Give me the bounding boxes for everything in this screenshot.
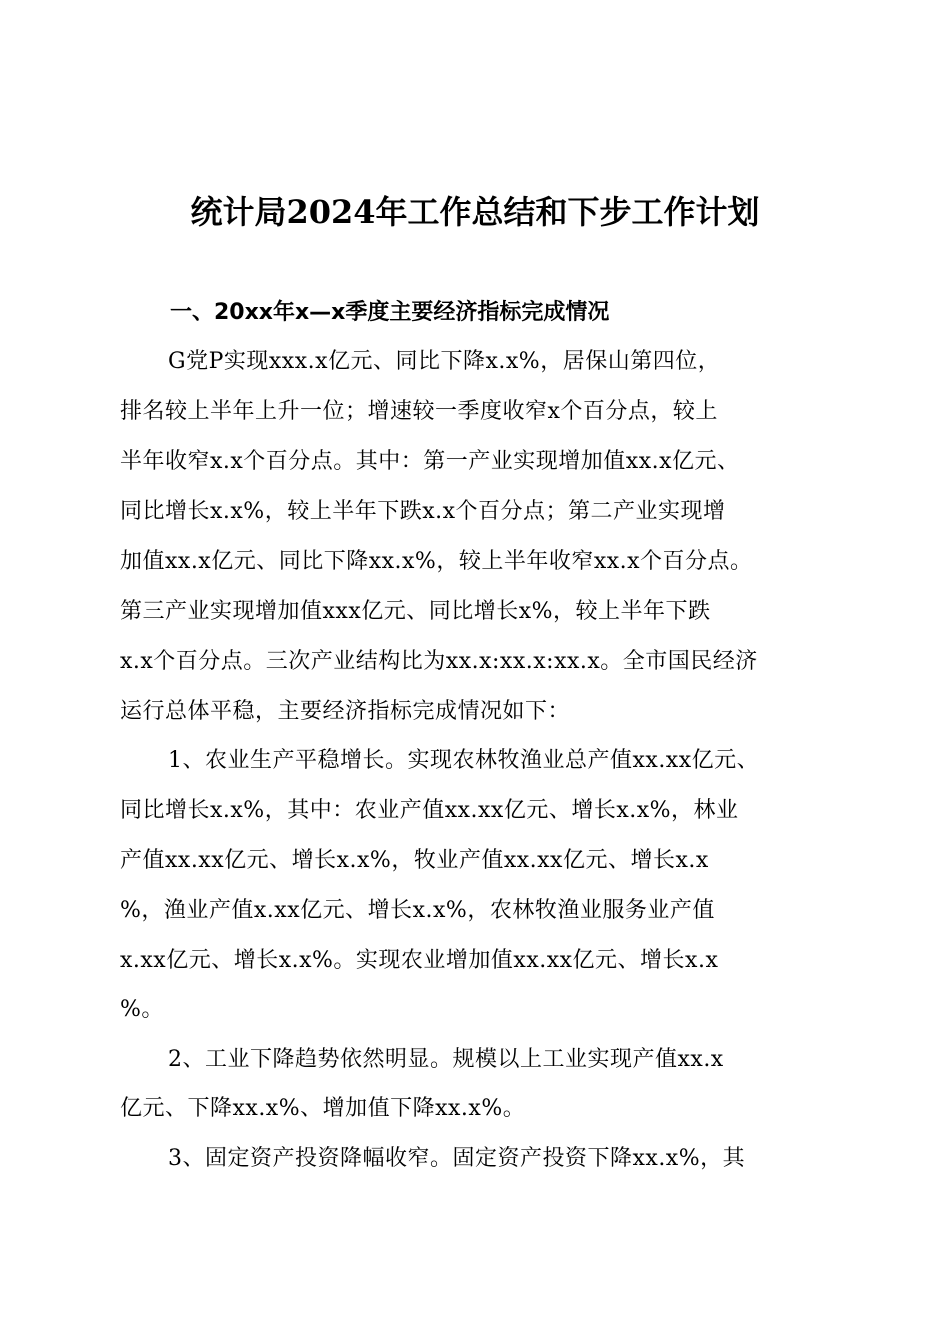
section-heading: 一、20xx年x—x季度主要经济指标完成情况: [170, 300, 610, 325]
paragraph-line: 同比增长x.x%，其中：农业产值xx.xx亿元、增长x.x%，林业: [120, 798, 739, 823]
paragraph-line: 2、工业下降趋势依然明显。规模以上工业实现产值xx.x: [168, 1047, 724, 1072]
paragraph-line: 1、农业生产平稳增长。实现农林牧渔业总产值xx.xx亿元、: [168, 748, 760, 773]
paragraph-line: x.x个百分点。三次产业结构比为xx.x:xx.x:xx.x。全市国民经济: [120, 649, 758, 674]
paragraph-line: 同比增长x.x%，较上半年下跌x.x个百分点；第二产业实现增: [120, 499, 726, 524]
paragraph-line: 3、固定资产投资降幅收窄。固定资产投资下降xx.x%，其: [168, 1146, 746, 1171]
paragraph-line: x.xx亿元、增长x.x%。实现农业增加值xx.xx亿元、增长x.x: [120, 948, 719, 973]
paragraph-line: 产值xx.xx亿元、增长x.x%，牧业产值xx.xx亿元、增长x.x: [120, 848, 709, 873]
paragraph-line: 排名较上半年上升一位；增速较一季度收窄x个百分点，较上: [120, 399, 718, 424]
paragraph-line: G党P实现xxx.x亿元、同比下降x.x%，居保山第四位，: [168, 349, 721, 374]
paragraph-line: %。: [120, 997, 164, 1022]
paragraph-line: 第三产业实现增加值xxx亿元、同比增长x%，较上半年下跌: [120, 599, 711, 624]
paragraph-line: 加值xx.x亿元、同比下降xx.x%，较上半年收窄xx.x个百分点。: [120, 549, 753, 574]
paragraph-line: 半年收窄x.x个百分点。其中：第一产业实现增加值xx.x亿元、: [120, 449, 740, 474]
document-title: 统计局2024年工作总结和下步工作计划: [190, 193, 760, 231]
paragraph-line: 亿元、下降xx.x%、增加值下降xx.x%。: [120, 1096, 526, 1121]
paragraph-line: %，渔业产值x.xx亿元、增长x.x%，农林牧渔业服务业产值: [120, 898, 715, 923]
paragraph-line: 运行总体平稳，主要经济指标完成情况如下：: [120, 699, 571, 724]
